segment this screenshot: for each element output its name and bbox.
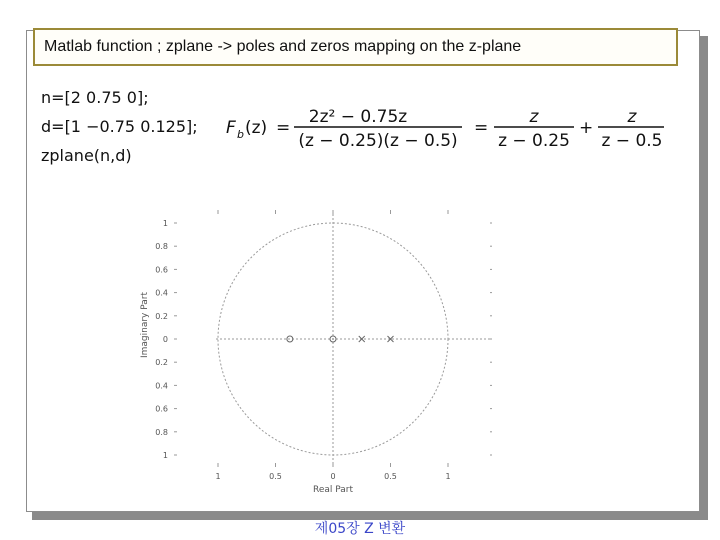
- formula-frac1-num: 2z² − 0.75z: [308, 107, 408, 127]
- y-tick-label: 0.2: [155, 311, 168, 321]
- title-label: Matlab function ;: [44, 38, 162, 55]
- formula-eq-1: =: [276, 118, 291, 138]
- title-description: zplane -> poles and zeros mapping on the z-plane: [165, 38, 522, 55]
- y-tick-label: 0.4: [155, 288, 168, 298]
- formula-plus: +: [579, 118, 594, 138]
- formula-frac2-num: z: [529, 107, 539, 127]
- y-tick-label: 0.4: [155, 381, 168, 391]
- y-tick-label: 0.8: [155, 427, 168, 437]
- y-tick-label: 1: [162, 451, 168, 460]
- x-tick-label: 0: [330, 472, 336, 481]
- pole-marker: [359, 336, 365, 342]
- formula-eq-2: =: [474, 118, 489, 138]
- x-tick-label: 0.5: [384, 472, 397, 481]
- formula-lhs-sub: b: [237, 128, 244, 141]
- formula-frac3-den: z − 0.5: [601, 131, 663, 151]
- zplane-plot: [120, 200, 520, 500]
- transfer-function-formula: [222, 96, 672, 162]
- x-tick-label: 1: [445, 472, 451, 481]
- formula-frac2-den: z − 0.25: [498, 131, 570, 151]
- formula-frac1-den: (z − 0.25)(z − 0.5): [298, 131, 458, 151]
- y-tick-label: 0: [162, 335, 168, 344]
- y-tick-label: 0.2: [155, 358, 168, 368]
- x-axis-label: Real Part: [312, 485, 354, 495]
- y-tick-label: 1: [162, 219, 168, 228]
- x-tick-label: 1: [215, 472, 221, 481]
- code-line-n: n=[2 0.75 0];: [41, 88, 149, 107]
- formula-frac3-num: z: [627, 107, 637, 127]
- y-tick-label: 0.6: [155, 265, 168, 275]
- formula-lhs: F: [226, 118, 236, 138]
- y-tick-label: 0.6: [155, 404, 168, 414]
- footer-chapter: 제05장 Z 변환: [314, 521, 406, 537]
- code-line-d: d=[1 −0.75 0.125];: [41, 117, 198, 136]
- y-tick-label: 0.8: [155, 242, 168, 252]
- y-axis-label: Imaginary Part: [140, 291, 150, 359]
- code-line-zplane: zplane(n,d): [41, 146, 132, 165]
- formula-lhs-arg: (z): [245, 118, 268, 138]
- x-tick-label: 0.5: [269, 472, 282, 481]
- title-box: [33, 28, 678, 66]
